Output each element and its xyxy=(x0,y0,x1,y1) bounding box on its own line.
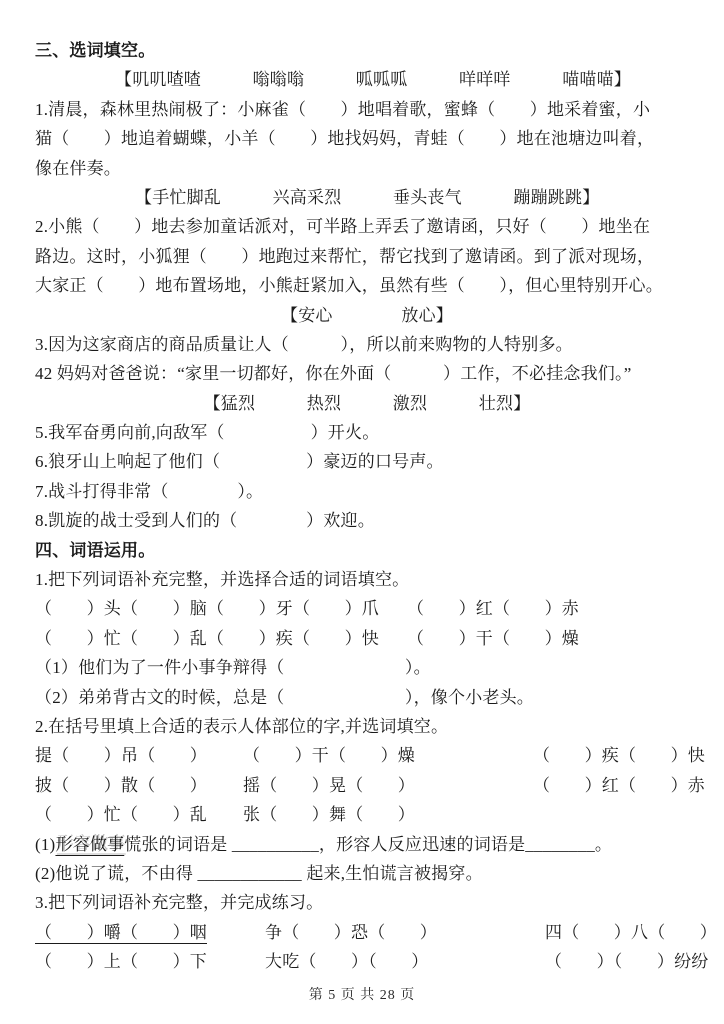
q6-line: 6.狼牙山上响起了他们（ ）豪迈的口号声。 xyxy=(35,452,444,472)
word-blank-cell: （ ）忙（ ）乱 xyxy=(35,805,207,825)
q1-line-3: 像在伴奏。 xyxy=(35,158,121,178)
subitem-number: (1) xyxy=(35,834,56,854)
q1-line-2: 猫（ ）地追着蝴蝶，小羊（ ）地找妈妈，青蛙（ ）地在池塘边叫着， xyxy=(35,129,655,149)
q8-line: 8.凯旋的战士受到人们的（ ）欢迎。 xyxy=(35,511,375,531)
word-bank-anxin-fangxin: 【安心 放心】 xyxy=(281,305,453,325)
word-blank-cell-underlined: （ ）嚼（ ）咽 xyxy=(35,922,207,942)
s4-q2-subitem-1 xyxy=(35,830,699,859)
word-blank-cell: （ ）疾（ ）快 xyxy=(533,746,705,766)
q2-line-3: 大家正（ ）地布置场地，小熊赶紧加入，虽然有些（ ），但心里特别开心。 xyxy=(35,276,663,296)
word-blank-cell: （ ）干（ ）燥 xyxy=(243,746,415,766)
word-blank-cell: （ ）干（ ）燥 xyxy=(407,628,579,648)
s4-q2-row-1 xyxy=(35,741,705,770)
s4-q3-row-2 xyxy=(35,947,709,976)
s4-q1-row-2 xyxy=(35,624,699,653)
word-blank-cell: （ ）忙（ ）乱 xyxy=(35,628,207,648)
word-bank-lie-words: 【猛烈 热烈 激烈 壮烈】 xyxy=(203,393,531,413)
worksheet-content xyxy=(35,36,717,977)
section-3-heading: 三、选词填空。 xyxy=(35,41,156,60)
page-footer: 第 5 页 共 28 页 xyxy=(308,988,416,1003)
word-blank-cell: （ ）疾（ ）快 xyxy=(207,628,379,648)
word-bank-idioms: 【手忙脚乱 兴高采烈 垂头丧气 蹦蹦跳跳】 xyxy=(135,187,600,207)
subitem-text: 慌张的词语是 __________，形容人反应迅速的词语是________。 xyxy=(124,834,613,854)
q4-line: 42 妈妈对爸爸说：“家里一切都好，你在外面（ ）工作，不必挂念我们。” xyxy=(35,364,632,384)
word-blank-cell: （ ）红（ ）赤 xyxy=(533,775,705,795)
section-4-heading: 四、词语运用。 xyxy=(35,540,156,560)
word-blank-cell: 争（ ）恐（ ） xyxy=(265,922,437,942)
q7-line: 7.战斗打得非常（ ）。 xyxy=(35,481,264,501)
q3-line: 3.因为这家商店的商品质量让人（ ），所以前来购物的人特别多。 xyxy=(35,334,573,354)
word-blank-cell: 张（ ）舞（ ） xyxy=(243,805,415,825)
s4-q2-subitem-2: (2)他说了谎，不由得 ____________ 起来,生怕谎言被揭穿。 xyxy=(35,863,483,883)
word-blank-cell: 大吃（ ）（ ） xyxy=(265,952,429,972)
s4-q1-intro: 1.把下列词语补充完整，并选择合适的词语填空。 xyxy=(35,570,410,590)
word-blank-cell: （ ）红（ ）赤 xyxy=(407,599,579,619)
s4-q1-subitem-2: （2）弟弟背古文的时候，总是（ ），像个小老头。 xyxy=(35,687,534,707)
underlined-phrase: 形容做事 xyxy=(55,834,125,854)
word-blank-cell: （ ）头（ ）脑 xyxy=(35,599,207,619)
s4-q2-row-2 xyxy=(35,771,705,800)
word-blank-cell: 提（ ）吊（ ） xyxy=(35,746,207,766)
word-bank-animal-sounds: 【叽叽喳喳 嗡嗡嗡 呱呱呱 咩咩咩 喵喵喵】 xyxy=(115,70,631,90)
q1-line-1: 1.清晨，森林里热闹极了：小麻雀（ ）地唱着歌，蜜蜂（ ）地采着蜜，小 xyxy=(35,99,651,119)
s4-q3-intro: 3.把下列词语补充完整，并完成练习。 xyxy=(35,893,324,913)
q5-line: 5.我军奋勇向前,向敌军（ ）开火。 xyxy=(35,423,380,443)
s4-q2-intro: 2.在括号里填上合适的表示人体部位的字,并选词填空。 xyxy=(35,716,449,736)
s4-q1-subitem-1: （1）他们为了一件小事争辩得（ ）。 xyxy=(35,658,431,678)
s4-q2-row-3 xyxy=(35,800,699,829)
s4-q1-row-1 xyxy=(35,594,699,623)
word-blank-cell: （ ）上（ ）下 xyxy=(35,952,207,972)
word-blank-cell: （ ）（ ）纷纷 xyxy=(545,952,709,972)
s4-q3-row-1 xyxy=(35,918,717,947)
word-blank-cell xyxy=(533,800,699,829)
q2-line-2: 路边。这时，小狐狸（ ）地跑过来帮忙，帮它找到了邀请函。到了派对现场， xyxy=(35,246,655,266)
word-blank-cell: （ ）牙（ ）爪 xyxy=(207,599,379,619)
word-blank-cell: 披（ ）散（ ） xyxy=(35,775,207,795)
word-blank-cell: 摇（ ）晃（ ） xyxy=(243,775,415,795)
q2-line-1: 2.小熊（ ）地去参加童话派对，可半路上弄丢了邀请函，只好（ ）地坐在 xyxy=(35,217,651,237)
word-blank-cell: 四（ ）八（ ） xyxy=(545,922,717,942)
